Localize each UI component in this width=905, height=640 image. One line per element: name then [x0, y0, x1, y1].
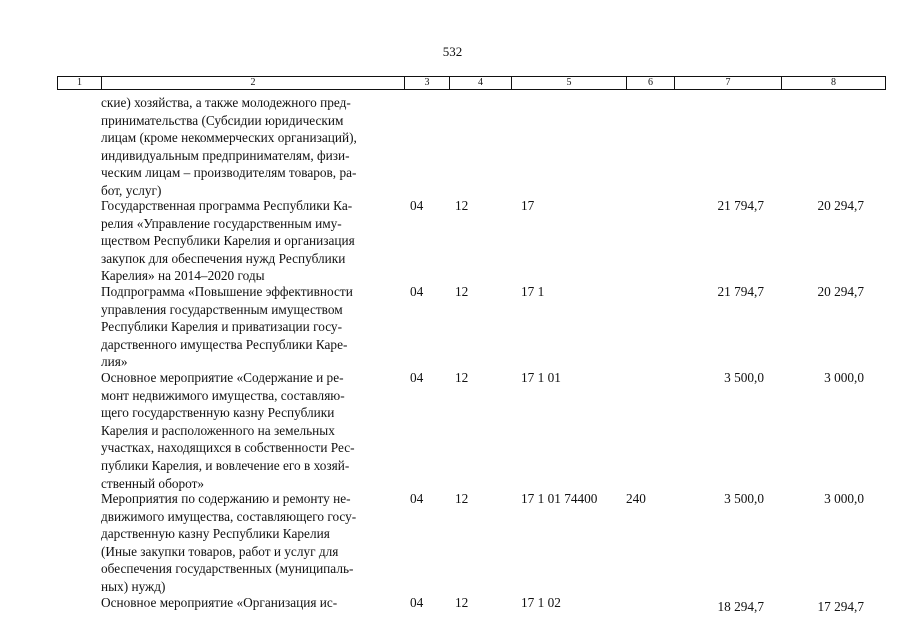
row-description: Государственная программа Республики Ка- релия «Управление государственным иму- ществом Республики Карелия и организация закупок для обеспечения нужд Республики Карелия» на 2014–2020 годы	[101, 198, 355, 284]
section-code: 04	[410, 491, 424, 506]
section-code: 04	[410, 595, 424, 610]
amount-column-8: 17 294,7	[817, 599, 864, 614]
column-number-7: 7	[675, 77, 782, 89]
row-description: Мероприятия по содержанию и ремонту не- движимого имущества, составляющего госу- дарственную казну Республики Карелия (Иные закупки товаров, работ и услуг для обеспечения государственных (муниципаль- ных) нужд)	[101, 491, 357, 594]
subsection-code: 12	[455, 198, 469, 213]
column-number-3: 3	[405, 77, 450, 89]
column-number-6: 6	[627, 77, 675, 89]
target-article-code: 17	[521, 198, 535, 213]
section-code: 04	[410, 198, 424, 213]
amount-column-8: 3 000,0	[824, 491, 864, 506]
amount-column-7: 3 500,0	[724, 491, 764, 506]
section-code: 04	[410, 370, 424, 385]
section-code: 04	[410, 284, 424, 299]
row-description: Основное мероприятие «Содержание и ре- монт недвижимого имущества, составляю- щего государственную казну Республики Карелия и расположенного на земельных участках, находящихся в собственности Рес- публики Карелия, и вовлечение его в хозяй- ственный оборот»	[101, 370, 355, 491]
row-description: ские) хозяйства, а также молодежного пред- принимательства (Субсидии юридическим лицам (кроме некоммерческих организаций), индивидуальным предпринимателям, физи- ческим лицам – производителям товаров, ра- бот, услуг)	[101, 95, 357, 198]
column-number-1: 1	[58, 77, 102, 89]
amount-column-7: 18 294,7	[717, 599, 764, 614]
target-article-code: 17 1 02	[521, 595, 561, 610]
column-number-5: 5	[512, 77, 627, 89]
target-article-code: 17 1 01	[521, 370, 561, 385]
column-number-8: 8	[831, 77, 836, 88]
amount-column-8: 20 294,7	[817, 284, 864, 299]
amount-column-8: 3 000,0	[824, 370, 864, 385]
page-number: 532	[442, 44, 463, 59]
target-article-code: 17 1 01 74400	[521, 491, 598, 506]
amount-column-7: 21 794,7	[717, 284, 764, 299]
row-description: Основное мероприятие «Организация ис-	[101, 595, 338, 610]
subsection-code: 12	[455, 370, 469, 385]
subsection-code: 12	[455, 491, 469, 506]
subsection-code: 12	[455, 284, 469, 299]
amount-column-8: 20 294,7	[817, 198, 864, 213]
amount-column-7: 3 500,0	[724, 370, 764, 385]
column-number-4: 4	[450, 77, 512, 89]
table-column-number-header	[57, 76, 886, 90]
row-description: Подпрограмма «Повышение эффективности управления государственным имуществом Республики Карелия и приватизации госу- дарственного имущества Республики Каре- лия»	[101, 284, 353, 370]
amount-column-7: 21 794,7	[717, 198, 764, 213]
column-number-2: 2	[102, 77, 405, 89]
subsection-code: 12	[455, 595, 469, 610]
target-article-code: 17 1	[521, 284, 545, 299]
expense-type-code: 240	[626, 491, 646, 506]
